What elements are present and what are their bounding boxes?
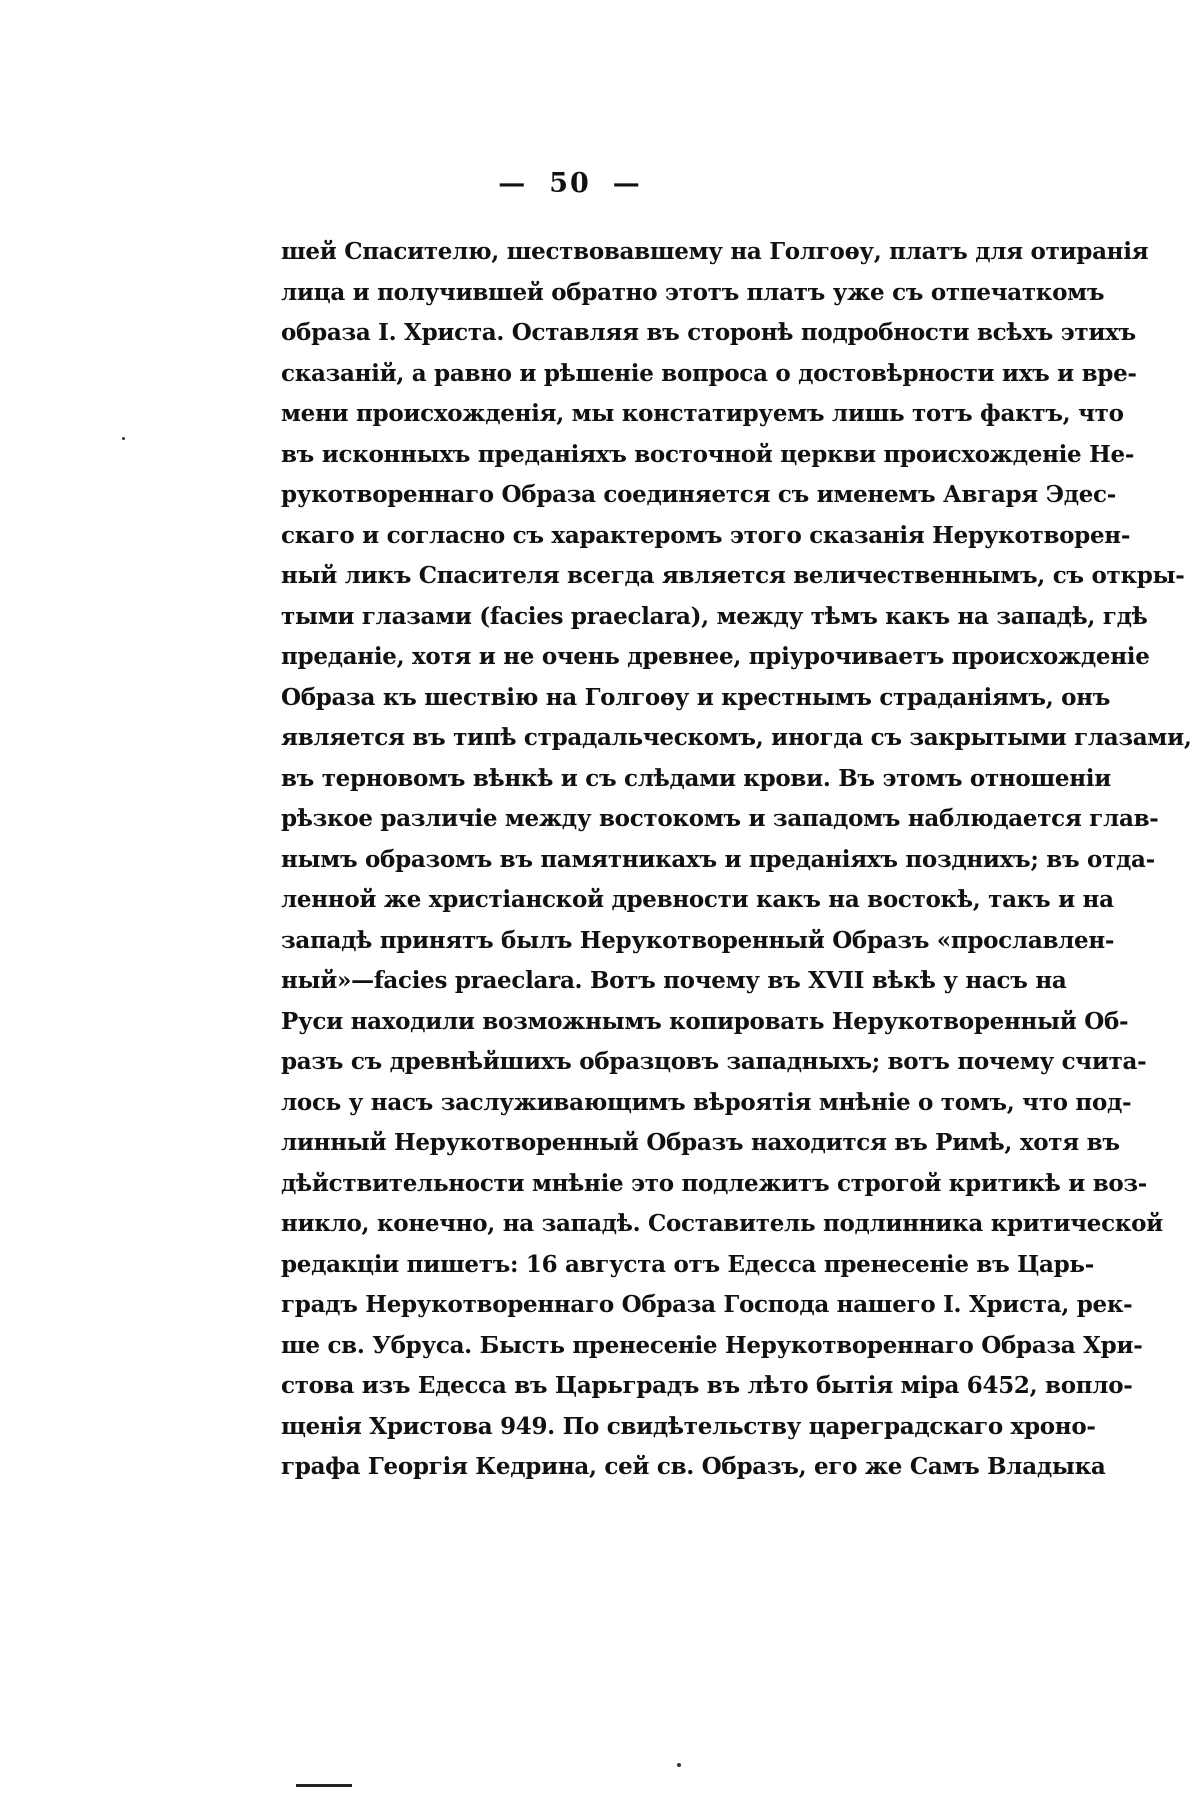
header-dash-left: — xyxy=(498,168,528,199)
text-line: рѣзкое различіе между востокомъ и западомъ наблюдается глав- xyxy=(281,805,1159,832)
text-line: лось у насъ заслуживающимъ вѣроятія мнѣніе о томъ, что под- xyxy=(281,1088,1132,1116)
text-line: ленной же христіанской древности какъ на востокѣ, такъ и на xyxy=(281,886,1114,913)
text-line: рукотвореннаго Образа соединяется съ именемъ Авгаря Эдес- xyxy=(281,481,1117,508)
text-line: разъ съ древнѣйшихъ образцовъ западныхъ; вотъ почему счита- xyxy=(281,1048,1147,1075)
text-line: линный Нерукотворенный Образъ находится въ Римѣ, хотя въ xyxy=(281,1129,1120,1156)
text-line: лица и получившей обратно этотъ платъ уже съ отпечаткомъ xyxy=(281,278,1105,306)
text-line: тыми глазами (facies praeclara), между тѣмъ какъ на западѣ, гдѣ xyxy=(281,602,1148,630)
footer-rule xyxy=(296,1784,352,1787)
text-line: въ терновомъ вѣнкѣ и съ слѣдами крови. Въ этомъ отношеніи xyxy=(281,764,1111,792)
text-line: ный ликъ Спасителя всегда является величественнымъ, съ откры- xyxy=(281,562,1185,589)
scan-speck xyxy=(677,1763,681,1767)
text-line: шей Спасителю, шествовавшему на Голгоѳу, платъ для отиранія xyxy=(281,238,1149,265)
text-line: градъ Нерукотвореннаго Образа Господа нашего І. Христа, рек- xyxy=(281,1291,1133,1318)
text-line: западѣ принятъ былъ Нерукотворенный Образъ «прославлен- xyxy=(281,926,1115,954)
text-line: преданіе, хотя и не очень древнее, пріурочиваетъ происхожденіе xyxy=(281,643,1150,670)
body-text xyxy=(281,232,1192,1488)
page-header xyxy=(0,168,1140,199)
text-line: Руси находили возможнымъ копировать Нерукотворенный Об- xyxy=(281,1007,1129,1035)
text-line: стова изъ Едесса въ Царьградъ въ лѣто бытія міра 6452, вопло- xyxy=(281,1372,1133,1399)
text-line: образа І. Христа. Оставляя въ сторонѣ подробности всѣхъ этихъ xyxy=(281,319,1136,346)
text-line: мени происхожденія, мы констатируемъ лишь тотъ фактъ, что xyxy=(281,400,1124,427)
text-line: графа Георгія Кедрина, сей св. Образъ, его же Самъ Владыка xyxy=(281,1453,1106,1480)
text-line: скаго и согласно съ характеромъ этого сказанія Нерукотворен- xyxy=(281,521,1131,549)
text-line: сказаній, а равно и рѣшеніе вопроса о достовѣрности ихъ и вре- xyxy=(281,359,1137,387)
text-line: въ исконныхъ преданіяхъ восточной церкви происхожденіе Не- xyxy=(281,440,1135,468)
text-line: никло, конечно, на западѣ. Составитель подлинника критической xyxy=(281,1210,1163,1237)
text-line: является въ типѣ страдальческомъ, иногда съ закрытыми глазами, xyxy=(281,724,1192,751)
text-line: нымъ образомъ въ памятникахъ и преданіяхъ позднихъ; въ отда- xyxy=(281,845,1155,873)
text-line: редакціи пишетъ: 16 августа отъ Едесса пренесеніе въ Царь- xyxy=(281,1250,1094,1278)
scan-speck xyxy=(122,437,125,440)
text-line: Образа къ шествію на Голгоѳу и крестнымъ страданіямъ, онъ xyxy=(281,683,1111,711)
text-line: дѣйствительности мнѣніе это подлежитъ строгой критикѣ и воз- xyxy=(281,1169,1148,1197)
header-dash-right: — xyxy=(612,168,642,199)
text-line: щенія Христова 949. По свидѣтельству цареградскаго хроно- xyxy=(281,1412,1096,1440)
page-number: 50 xyxy=(549,168,591,199)
text-line: ный»—facies praeclara. Вотъ почему въ XVII вѣкѣ у насъ на xyxy=(281,967,1067,994)
text-line: ше св. Убруса. Бысть пренесеніе Нерукотвореннаго Образа Хри- xyxy=(281,1331,1143,1359)
